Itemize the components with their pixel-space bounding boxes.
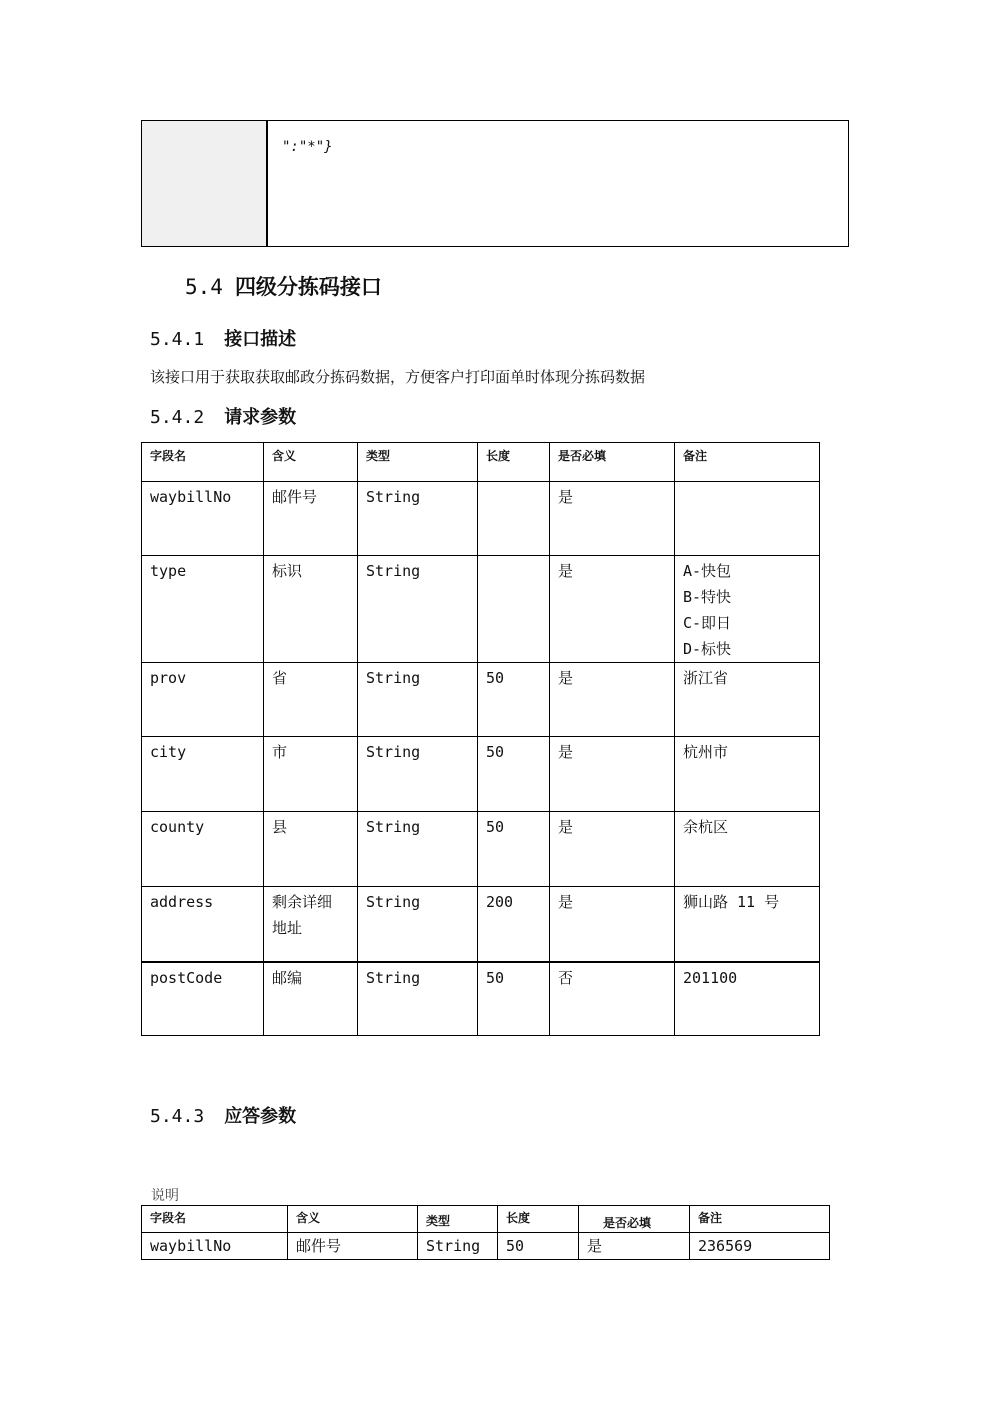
table-row: [142, 737, 820, 812]
continuation-table: [141, 120, 849, 247]
table-row: [142, 663, 820, 737]
header-cell: 备注: [675, 443, 820, 482]
header-cell: 字段名: [142, 443, 264, 482]
remark-cell: 浙江省: [675, 663, 820, 737]
header-cell: 备注: [690, 1206, 830, 1233]
meaning-cell: 市: [264, 737, 358, 812]
remark-cell: 236569: [690, 1233, 830, 1260]
remark-line: A-快包: [683, 562, 732, 580]
response-note: 说明: [151, 1188, 179, 1204]
table-row: [142, 812, 820, 887]
meaning-cell: 省: [264, 663, 358, 737]
continuation-label-cell: [142, 121, 268, 246]
remark-line: C-即日: [683, 614, 732, 632]
type-cell: String: [358, 737, 478, 812]
meaning-cell: 邮件号: [288, 1233, 418, 1260]
length-cell: [478, 482, 550, 556]
length-cell: [478, 556, 550, 663]
table-row: [142, 482, 820, 556]
meaning-line: 剩余详细: [272, 893, 333, 911]
length-cell: 50: [478, 812, 550, 887]
header-cell: 长度: [478, 443, 550, 482]
remark-cell: 狮山路 11 号: [675, 887, 820, 962]
field-cell: type: [142, 556, 264, 663]
required-cell: 是: [550, 812, 675, 887]
section-number: 5.4.1: [150, 329, 205, 350]
section-title: 接口描述: [224, 329, 297, 350]
meaning-cell: 标识: [264, 556, 358, 663]
meaning-cell: 邮编: [264, 962, 358, 1036]
field-cell: prov: [142, 663, 264, 737]
table-row: [142, 1233, 830, 1260]
length-cell: 50: [478, 737, 550, 812]
section-number: 5.4.2: [150, 407, 205, 428]
response-params-table: [141, 1205, 830, 1260]
meaning-cell: 县: [264, 812, 358, 887]
interface-description: 该接口用于获取获取邮政分拣码数据，方便客户打印面单时体现分拣码数据: [150, 368, 646, 386]
section-heading-5-4: [185, 271, 382, 301]
required-cell: 是: [550, 556, 675, 663]
header-cell: 含义: [264, 443, 358, 482]
field-cell: waybillNo: [142, 482, 264, 556]
required-cell: 是: [550, 663, 675, 737]
table-row: [142, 887, 820, 962]
section-title: 四级分拣码接口: [234, 274, 382, 299]
header-cell: 字段名: [142, 1206, 288, 1233]
type-cell: String: [358, 482, 478, 556]
meaning-line: 地址: [272, 919, 303, 937]
remark-line: B-特快: [683, 588, 732, 606]
request-params-table: [141, 442, 820, 1036]
field-cell: postCode: [142, 962, 264, 1036]
required-cell: 是: [579, 1233, 690, 1260]
remark-cell: 余杭区: [675, 812, 820, 887]
type-cell: String: [358, 556, 478, 663]
remark-cell: 201100: [675, 962, 820, 1036]
section-title: 请求参数: [224, 407, 297, 428]
section-heading-5-4-3: [150, 1102, 296, 1128]
section-heading-5-4-2: [150, 403, 296, 429]
header-cell: 是否必填: [579, 1206, 690, 1233]
required-cell: 是: [550, 482, 675, 556]
header-cell: 类型: [418, 1206, 498, 1233]
remark-cell: [675, 482, 820, 556]
remark-line: D-标快: [683, 640, 732, 658]
header-cell: 类型: [358, 443, 478, 482]
table-header-row: [142, 443, 820, 482]
table-header-row: [142, 1206, 830, 1233]
length-cell: 200: [478, 887, 550, 962]
field-cell: county: [142, 812, 264, 887]
length-cell: 50: [498, 1233, 579, 1260]
table-row: [142, 556, 820, 663]
remark-cell: 杭州市: [675, 737, 820, 812]
table-row: [142, 962, 820, 1036]
continuation-code-snippet: ":"*"}: [282, 139, 333, 155]
field-cell: city: [142, 737, 264, 812]
field-cell: address: [142, 887, 264, 962]
remark-cell: [675, 556, 820, 663]
type-cell: String: [358, 663, 478, 737]
meaning-cell: 邮件号: [264, 482, 358, 556]
meaning-cell: [264, 887, 358, 962]
required-cell: 是: [550, 887, 675, 962]
required-cell: 是: [550, 737, 675, 812]
header-cell: 含义: [288, 1206, 418, 1233]
section-number: 5.4.3: [150, 1106, 205, 1127]
type-cell: String: [358, 812, 478, 887]
header-cell: 是否必填: [550, 443, 675, 482]
required-cell: 否: [550, 962, 675, 1036]
type-cell: String: [418, 1233, 498, 1260]
section-title: 应答参数: [224, 1106, 297, 1127]
section-heading-5-4-1: [150, 325, 296, 351]
length-cell: 50: [478, 962, 550, 1036]
type-cell: String: [358, 962, 478, 1036]
field-cell: waybillNo: [142, 1233, 288, 1260]
header-cell: 长度: [498, 1206, 579, 1233]
section-number: 5.4: [185, 275, 223, 299]
length-cell: 50: [478, 663, 550, 737]
type-cell: String: [358, 887, 478, 962]
